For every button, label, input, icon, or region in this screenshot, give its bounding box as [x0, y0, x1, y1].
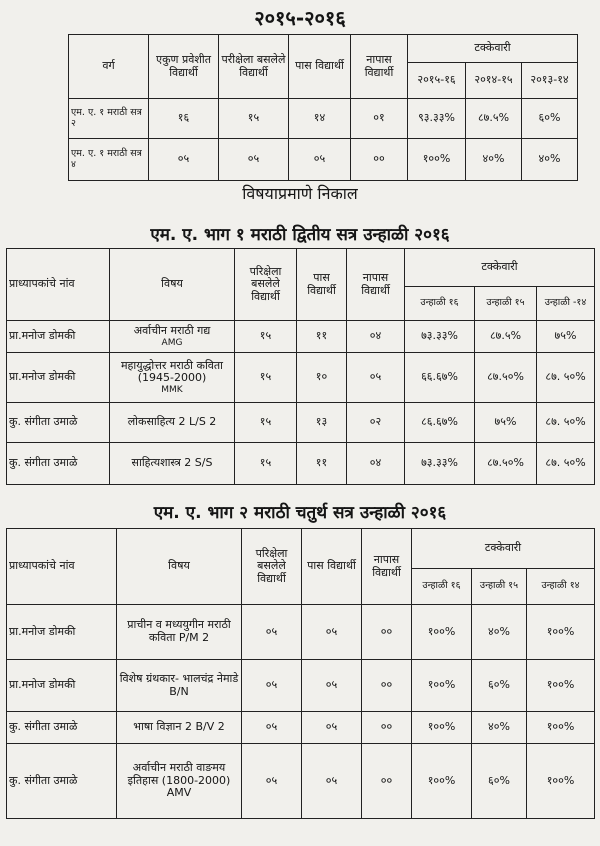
- cell-passed: ०५: [302, 660, 362, 712]
- table-row: [7, 660, 595, 712]
- cell-pct-3: १००%: [527, 744, 595, 819]
- cell-teacher: प्रा.मनोज डोमकी: [7, 605, 117, 660]
- cell-failed: ०२: [347, 403, 405, 443]
- cell-pct-2: ८७.५०%: [475, 443, 537, 485]
- col-subject: विषय: [117, 529, 242, 605]
- col-year-3: उन्हाळी -१४: [537, 287, 595, 321]
- cell-subject: विशेष ग्रंथकार- भालचंद्र नेमाडे B/N: [117, 660, 242, 712]
- cell-pct-3: १००%: [527, 712, 595, 744]
- col-year-2: उन्हाळी १५: [475, 287, 537, 321]
- cell-appeared: ०५: [242, 712, 302, 744]
- col-passed: पास विद्यार्थी: [297, 249, 347, 321]
- semester4-results-table: [6, 528, 595, 819]
- cell-failed: ००: [351, 139, 408, 181]
- cell-pct-2: ७५%: [475, 403, 537, 443]
- subject-code: AMG: [161, 337, 183, 348]
- cell-teacher: प्रा.मनोज डोमकी: [7, 353, 110, 403]
- results-summary-table: [68, 34, 578, 181]
- cell-teacher: कु. संगीता उमाळे: [7, 403, 110, 443]
- col-appeared: परीक्षेला बसलेले विद्यार्थी: [219, 35, 289, 99]
- cell-failed: ०१: [351, 99, 408, 139]
- col-subject: विषय: [110, 249, 235, 321]
- col-failed: नापास विद्यार्थी: [351, 35, 408, 99]
- table-row: [69, 99, 578, 139]
- cell-appeared: १५: [235, 321, 297, 353]
- subject-code: MMK: [161, 384, 183, 395]
- table-row: [7, 712, 595, 744]
- cell-failed: ००: [362, 660, 412, 712]
- cell-pct-2: ८७.५%: [475, 321, 537, 353]
- cell-subject: साहित्यशास्त्र 2 S/S: [110, 443, 235, 485]
- cell-passed: ०५: [289, 139, 351, 181]
- cell-teacher: प्रा.मनोज डोमकी: [7, 660, 117, 712]
- cell-class: एम. ए. १ मराठी सत्र २: [69, 99, 149, 139]
- col-year-2: उन्हाळी १५: [472, 569, 527, 605]
- cell-pct-3: ४०%: [522, 139, 578, 181]
- col-failed: नापास विद्यार्थी: [362, 529, 412, 605]
- cell-pct-2: ६०%: [472, 744, 527, 819]
- cell-pct-3: ६०%: [522, 99, 578, 139]
- cell-passed: ११: [297, 443, 347, 485]
- cell-pct-3: ८७. ५०%: [537, 443, 595, 485]
- col-year-1: उन्हाळी १६: [412, 569, 472, 605]
- cell-pct-1: ७३.३३%: [405, 443, 475, 485]
- cell-failed: ००: [362, 605, 412, 660]
- subject-results-heading: विषयाप्रमाणे निकाल: [242, 184, 358, 203]
- subject-name: अर्वाचीन मराठी गद्य: [133, 324, 211, 337]
- section3-title: एम. ए. भाग २ मराठी चतुर्थ सत्र उन्हाळी २०१६: [153, 503, 447, 523]
- cell-teacher: कु. संगीता उमाळे: [7, 744, 117, 819]
- cell-pct-3: ७५%: [537, 321, 595, 353]
- cell-pct-3: ८७. ५०%: [537, 353, 595, 403]
- table-row: [7, 605, 595, 660]
- cell-enrolled: ०५: [149, 139, 219, 181]
- cell-pct-2: ४०%: [472, 712, 527, 744]
- table-row: [7, 744, 595, 819]
- cell-appeared: १५: [219, 99, 289, 139]
- cell-appeared: ०५: [242, 660, 302, 712]
- cell-subject: [110, 321, 235, 353]
- cell-passed: १०: [297, 353, 347, 403]
- section2-title: एम. ए. भाग १ मराठी द्वितीय सत्र उन्हाळी २०१६: [150, 225, 450, 245]
- cell-teacher: कु. संगीता उमाळे: [7, 712, 117, 744]
- col-year-1: २०१५-१६: [408, 63, 466, 99]
- cell-subject: अर्वाचीन मराठी वाङमय इतिहास (1800-2000) AMV: [117, 744, 242, 819]
- col-percentage: टक्केवारी: [408, 35, 578, 63]
- cell-passed: ०५: [302, 605, 362, 660]
- cell-appeared: ०५: [242, 744, 302, 819]
- cell-pct-1: ८६.६७%: [405, 403, 475, 443]
- cell-class: एम. ए. १ मराठी सत्र ४: [69, 139, 149, 181]
- cell-passed: १४: [289, 99, 351, 139]
- table-row: [7, 403, 595, 443]
- table-row: [7, 443, 595, 485]
- cell-pct-2: ८७.५%: [466, 99, 522, 139]
- col-passed: पास विद्यार्थी: [302, 529, 362, 605]
- cell-passed: ०५: [302, 744, 362, 819]
- cell-pct-1: १००%: [412, 712, 472, 744]
- cell-pct-1: १००%: [412, 605, 472, 660]
- section1-title: २०१५-२०१६: [254, 6, 346, 30]
- col-enrolled: एकुण प्रवेशीत विद्यार्थी: [149, 35, 219, 99]
- col-teacher: प्राध्यापकांचे नांव: [7, 249, 110, 321]
- cell-appeared: ०५: [219, 139, 289, 181]
- cell-pct-2: ६०%: [472, 660, 527, 712]
- cell-appeared: १५: [235, 443, 297, 485]
- col-teacher: प्राध्यापकांचे नांव: [7, 529, 117, 605]
- cell-failed: ००: [362, 744, 412, 819]
- col-appeared: परिक्षेला बसलेले विद्यार्थी: [235, 249, 297, 321]
- cell-pct-2: ४०%: [472, 605, 527, 660]
- cell-pct-1: १००%: [408, 139, 466, 181]
- cell-enrolled: १६: [149, 99, 219, 139]
- cell-pct-2: ४०%: [466, 139, 522, 181]
- cell-passed: ११: [297, 321, 347, 353]
- table-row: [7, 321, 595, 353]
- cell-pct-1: ९३.३३%: [408, 99, 466, 139]
- col-percentage: टक्केवारी: [405, 249, 595, 287]
- cell-subject: [110, 353, 235, 403]
- header-row: [7, 249, 595, 287]
- cell-appeared: १५: [235, 403, 297, 443]
- col-year-3: २०१३-१४: [522, 63, 578, 99]
- col-appeared: परिक्षेला बसलेले विद्यार्थी: [242, 529, 302, 605]
- subject-name: महायुद्धोत्तर मराठी कविता (1945-2000): [120, 358, 224, 385]
- cell-pct-1: ७३.३३%: [405, 321, 475, 353]
- cell-failed: ०५: [347, 353, 405, 403]
- cell-subject: प्राचीन व मध्ययुगीन मराठी कविता P/M 2: [117, 605, 242, 660]
- semester2-results-table: [6, 248, 595, 485]
- col-percentage: टक्केवारी: [412, 529, 595, 569]
- cell-teacher: प्रा.मनोज डोमकी: [7, 321, 110, 353]
- cell-teacher: कु. संगीता उमाळे: [7, 443, 110, 485]
- col-failed: नापास विद्यार्थी: [347, 249, 405, 321]
- cell-pct-2: ८७.५०%: [475, 353, 537, 403]
- table-row: [69, 139, 578, 181]
- header-row: [69, 35, 578, 63]
- cell-passed: १३: [297, 403, 347, 443]
- cell-pct-3: १००%: [527, 605, 595, 660]
- col-passed: पास विद्यार्थी: [289, 35, 351, 99]
- col-year-1: उन्हाळी १६: [405, 287, 475, 321]
- cell-pct-1: १००%: [412, 744, 472, 819]
- cell-pct-1: १००%: [412, 660, 472, 712]
- col-year-3: उन्हाळी १४: [527, 569, 595, 605]
- header-row: [7, 529, 595, 569]
- col-year-2: २०१४-१५: [466, 63, 522, 99]
- cell-failed: ००: [362, 712, 412, 744]
- col-class: वर्ग: [69, 35, 149, 99]
- cell-failed: ०४: [347, 321, 405, 353]
- cell-subject: लोकसाहित्य 2 L/S 2: [110, 403, 235, 443]
- cell-appeared: १५: [235, 353, 297, 403]
- cell-appeared: ०५: [242, 605, 302, 660]
- cell-failed: ०४: [347, 443, 405, 485]
- cell-pct-1: ६६.६७%: [405, 353, 475, 403]
- table-row: [7, 353, 595, 403]
- cell-pct-3: ८७. ५०%: [537, 403, 595, 443]
- cell-passed: ०५: [302, 712, 362, 744]
- cell-pct-3: १००%: [527, 660, 595, 712]
- cell-subject: भाषा विज्ञान 2 B/V 2: [117, 712, 242, 744]
